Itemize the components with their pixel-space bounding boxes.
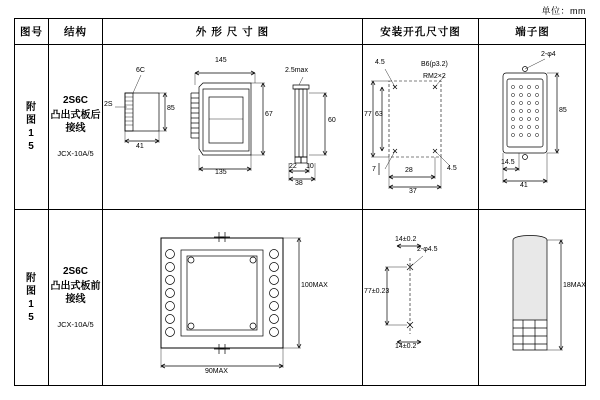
row2-struct-line2	[49, 280, 102, 306]
row2-hole-dim-2phi45: 2-φ4.5	[417, 246, 438, 253]
unit-note: 单位：mm	[541, 6, 586, 16]
row1-dim-145: 145	[215, 57, 227, 64]
row2-struct-line1: 2S6C	[62, 266, 88, 277]
row1-hole-dim-37: 37	[409, 188, 417, 195]
row1-structure	[49, 45, 102, 209]
row1-hole-dim-7: 7	[372, 166, 376, 173]
row1-hole-dim-77: 77	[364, 111, 372, 118]
row2-term-dim-18max: 18MAX	[563, 282, 586, 289]
row1-hole-dim-45bot: 4.5	[447, 165, 457, 172]
row2-struct-text: 凸出式板前接线	[50, 281, 101, 305]
header-col-hole: 安装开孔尺寸图	[380, 26, 461, 38]
row1-hole-drawing	[363, 45, 478, 209]
row1-struct-code: JCX-10A/5	[57, 149, 94, 158]
row1-fig-char-3: 1	[28, 128, 35, 139]
row1-hole-dim-45top: 4.5	[375, 59, 385, 66]
row1-fig-char-4: 5	[28, 141, 35, 152]
row2-hole-dim-77: 77±0.23	[364, 288, 390, 295]
header-col-outline: 外 形 尺 寸 图	[195, 26, 270, 38]
row2-hole-dim-14top: 14±0.2	[395, 236, 417, 243]
row1-outline-drawing	[103, 45, 362, 209]
row1-dim-60: 60	[328, 117, 336, 124]
row1-dim-22: 22	[289, 163, 297, 170]
row2-dim-100max: 100MAX	[301, 282, 328, 289]
row1-hole-dim-rm2: RM2×2	[423, 73, 446, 80]
row2-dim-90max: 90MAX	[205, 368, 228, 375]
row1-dim-41: 41	[136, 143, 144, 150]
row1-dim-25max: 2.5max	[285, 67, 308, 74]
row2-fig-char-3: 1	[28, 299, 35, 310]
row1-struct-line1: 2S6C	[62, 95, 88, 106]
row1-dim-38: 38	[295, 180, 303, 187]
spec-table	[14, 18, 586, 386]
row1-term-dim-2phi4: 2-φ4	[541, 51, 556, 58]
row1-struct-text: 凸出式板后接线	[50, 110, 101, 134]
row1-dim-10: 10	[306, 163, 314, 170]
row2-fig-char-1: 附	[26, 273, 37, 284]
header-col-fig: 图号	[20, 26, 43, 38]
row1-fig-label	[15, 45, 48, 209]
row2-fig-label	[15, 210, 48, 386]
row1-terminal-drawing	[479, 45, 586, 209]
row2-structure	[49, 210, 102, 386]
row2-outline-drawing	[103, 210, 362, 386]
row1-term-dim-85: 85	[559, 107, 567, 114]
row1-hole-dim-63: 63	[375, 111, 383, 118]
row1-hole-dim-b6: B6(p3.2)	[421, 61, 448, 68]
row1-term-dim-41: 41	[520, 182, 528, 189]
row1-fig-char-1: 附	[26, 102, 37, 113]
header-col-structure: 结构	[64, 26, 87, 38]
row2-terminal-drawing	[479, 210, 586, 386]
header-col-terminal: 端子图	[515, 26, 550, 38]
row1-dim-85: 85	[167, 105, 175, 112]
row2-hole-drawing	[363, 210, 478, 386]
row2-fig-char-4: 5	[28, 312, 35, 323]
row1-dim-135: 135	[215, 169, 227, 176]
row1-dim-67: 67	[265, 111, 273, 118]
row1-dim-6C: 6C	[136, 67, 145, 74]
row1-dim-2S: 2S	[104, 101, 113, 108]
row1-fig-char-2: 图	[26, 115, 37, 126]
row1-term-dim-145: 14.5	[501, 159, 515, 166]
row1-struct-line2	[49, 109, 102, 135]
row1-hole-dim-28: 28	[405, 167, 413, 174]
row2-hole-dim-14bot: 14±0.2	[395, 343, 417, 350]
row2-struct-code: JCX-10A/5	[57, 320, 94, 329]
row2-fig-char-2: 图	[26, 286, 37, 297]
